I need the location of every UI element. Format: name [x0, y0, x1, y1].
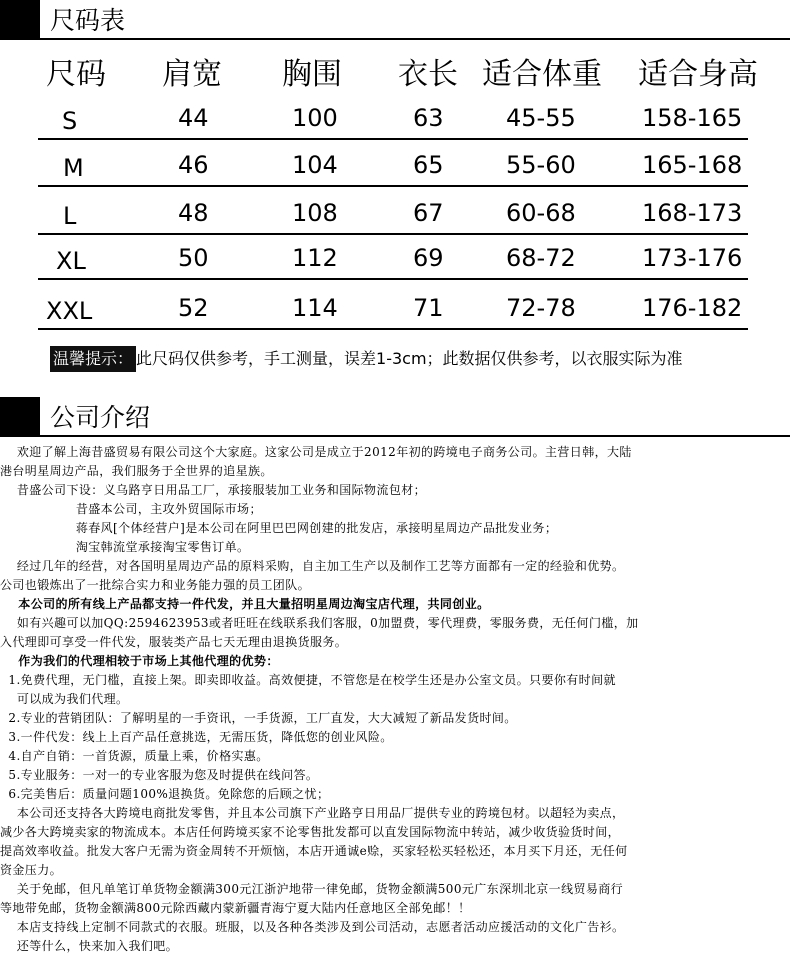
cell-chest: 114	[292, 294, 338, 322]
table-row	[0, 238, 790, 278]
company-intro-header	[0, 397, 790, 437]
col-header-shoulder: 肩宽	[162, 57, 222, 92]
paragraph-line: 减少各大跨境卖家的物流成本。本店任何跨境买家不论零售批发都可以直发国际物流中转站，减少收货验货时间，	[0, 825, 621, 839]
cell-shoulder: 44	[178, 104, 209, 132]
table-row	[0, 193, 790, 233]
col-header-height: 适合身高	[638, 57, 758, 92]
paragraph-line: 昔盛公司下设：义乌路亨日用品工厂，承接服装加工业务和国际物流包材；	[0, 483, 427, 497]
paragraph-line: 6.完美售后：质量问题100%退换货。免除您的后顾之忧；	[0, 787, 330, 801]
cell-length: 71	[413, 294, 444, 322]
paragraph-line: 可以成为我们代理。	[0, 692, 129, 706]
paragraph-line: 公司也锻炼出了一批综合实力和业务能力强的员工团队。	[0, 578, 311, 592]
paragraph-line: 作为我们的代理相较于市场上其他代理的优势：	[0, 654, 279, 668]
size-chart-header	[0, 0, 790, 40]
cell-length: 69	[413, 244, 444, 272]
cell-size: XXL	[46, 297, 93, 325]
table-row	[0, 145, 790, 185]
paragraph-line: 蒋春风[个体经营户]是本公司在阿里巴巴网创建的批发店，承接明星周边产品批发业务；	[0, 521, 558, 535]
cell-shoulder: 46	[178, 151, 209, 179]
cell-shoulder: 52	[178, 294, 209, 322]
cell-weight: 68-72	[506, 244, 576, 272]
size-tip	[50, 346, 683, 372]
cell-weight: 60-68	[506, 199, 576, 227]
cell-size: L	[63, 202, 77, 230]
paragraph-line: 还等什么，快来加入我们吧。	[0, 939, 179, 953]
col-header-size: 尺码	[46, 57, 106, 92]
paragraph-line: 关于免邮，但凡单笔订单货物金额满300元江浙沪地带一律免邮，货物金额满500元广东深圳北京一线贸易商行	[0, 882, 624, 896]
paragraph-line: 提高效率收益。批发大客户无需为资金周转不开烦恼，本店开通诚e赊，买家轻松买轻松还，本月买下月还，无任何	[0, 844, 628, 858]
company-intro-text	[0, 443, 790, 956]
cell-size: S	[62, 107, 78, 135]
paragraph-line: 1.免费代理，无门槛，直接上架。即卖即收益。高效便捷，不管您是在校学生还是办公室文员。只要你有时间就	[0, 673, 616, 687]
cell-size: XL	[56, 247, 86, 275]
header-block-icon	[0, 397, 40, 437]
company-intro-title: 公司介绍	[50, 403, 151, 432]
row-divider	[38, 278, 748, 280]
paragraph-line: 5.专业服务：一对一的专业客服为您及时提供在线问答。	[0, 768, 319, 782]
cell-chest: 100	[292, 104, 338, 132]
paragraph-line: 本公司还支持各大跨境电商批发零售，并且本公司旗下产业路亨日用品厂提供专业的跨境包材。以超轻为卖点，	[0, 806, 625, 820]
paragraph-line: 4.自产自销：一首货源，质量上乘，价格实惠。	[0, 749, 269, 763]
size-chart-title: 尺码表	[50, 6, 126, 35]
col-header-chest: 胸围	[282, 57, 342, 92]
cell-chest: 112	[292, 244, 338, 272]
cell-shoulder: 48	[178, 199, 209, 227]
header-rule	[40, 435, 790, 437]
cell-weight: 72-78	[506, 294, 576, 322]
paragraph-line: 资金压力。	[0, 863, 63, 877]
cell-chest: 108	[292, 199, 338, 227]
paragraph-line: 入代理即可享受一件代发，服装类产品七天无理由退换货服务。	[0, 635, 348, 649]
col-header-length: 衣长	[398, 57, 458, 92]
size-table-header-row	[0, 55, 790, 95]
paragraph-line: 本公司的所有线上产品都支持一件代发，并且大量招明星周边淘宝店代理，共同创业。	[0, 597, 490, 611]
row-divider	[38, 233, 748, 235]
cell-chest: 104	[292, 151, 338, 179]
cell-height: 173-176	[642, 244, 743, 272]
cell-height: 165-168	[642, 151, 743, 179]
paragraph-line: 欢迎了解上海昔盛贸易有限公司这个大家庭。这家公司是成立于2012年初的跨境电子商务公司。主营日韩，大陆	[0, 445, 632, 459]
cell-height: 158-165	[642, 104, 743, 132]
paragraph-line: 3.一件代发：线上上百产品任意挑选，无需压货，降低您的创业风险。	[0, 730, 393, 744]
table-row	[0, 98, 790, 138]
tip-text: 此尺码仅供参考，手工测量，误差1-3cm；此数据仅供参考，以衣服实际为准	[136, 349, 683, 368]
cell-size: M	[63, 154, 84, 182]
cell-length: 65	[413, 151, 444, 179]
paragraph-line: 等地带免邮，货物金额满800元除西藏内蒙新疆青海宁夏大陆内任意地区全部免邮！！	[0, 901, 471, 915]
cell-weight: 45-55	[506, 104, 576, 132]
table-row	[0, 288, 790, 328]
cell-length: 67	[413, 199, 444, 227]
paragraph-line: 淘宝韩流堂承接淘宝零售订单。	[0, 540, 250, 554]
cell-height: 176-182	[642, 294, 743, 322]
header-rule	[40, 38, 790, 40]
cell-weight: 55-60	[506, 151, 576, 179]
col-header-weight: 适合体重	[482, 57, 602, 92]
header-block-icon	[0, 0, 40, 40]
tip-label: 温馨提示：	[50, 346, 136, 372]
paragraph-line: 2.专业的营销团队：了解明星的一手资讯，一手货源，工厂直发，大大减短了新品发货时间。	[0, 711, 517, 725]
paragraph-line: 如有兴趣可以加QQ:2594623953或者旺旺在线联系我们客服，0加盟费，零代理费，零服务费，无任何门槛，加	[0, 616, 639, 630]
paragraph-line: 港台明星周边产品，我们服务于全世界的追星族。	[0, 464, 273, 478]
cell-length: 63	[413, 104, 444, 132]
paragraph-line: 本店支持线上定制不同款式的衣服。班服，以及各种各类涉及到公司活动，志愿者活动应援活动的文化广告衫。	[0, 920, 625, 934]
row-divider	[38, 185, 748, 187]
paragraph-line: 昔盛本公司，主攻外贸国际市场；	[0, 502, 262, 516]
cell-shoulder: 50	[178, 244, 209, 272]
cell-height: 168-173	[642, 199, 743, 227]
row-divider	[38, 138, 748, 140]
row-divider	[38, 328, 748, 330]
paragraph-line: 经过几年的经营，对各国明星周边产品的原料采购，自主加工生产以及制作工艺等方面都有一定的经验和优势。	[0, 559, 625, 573]
